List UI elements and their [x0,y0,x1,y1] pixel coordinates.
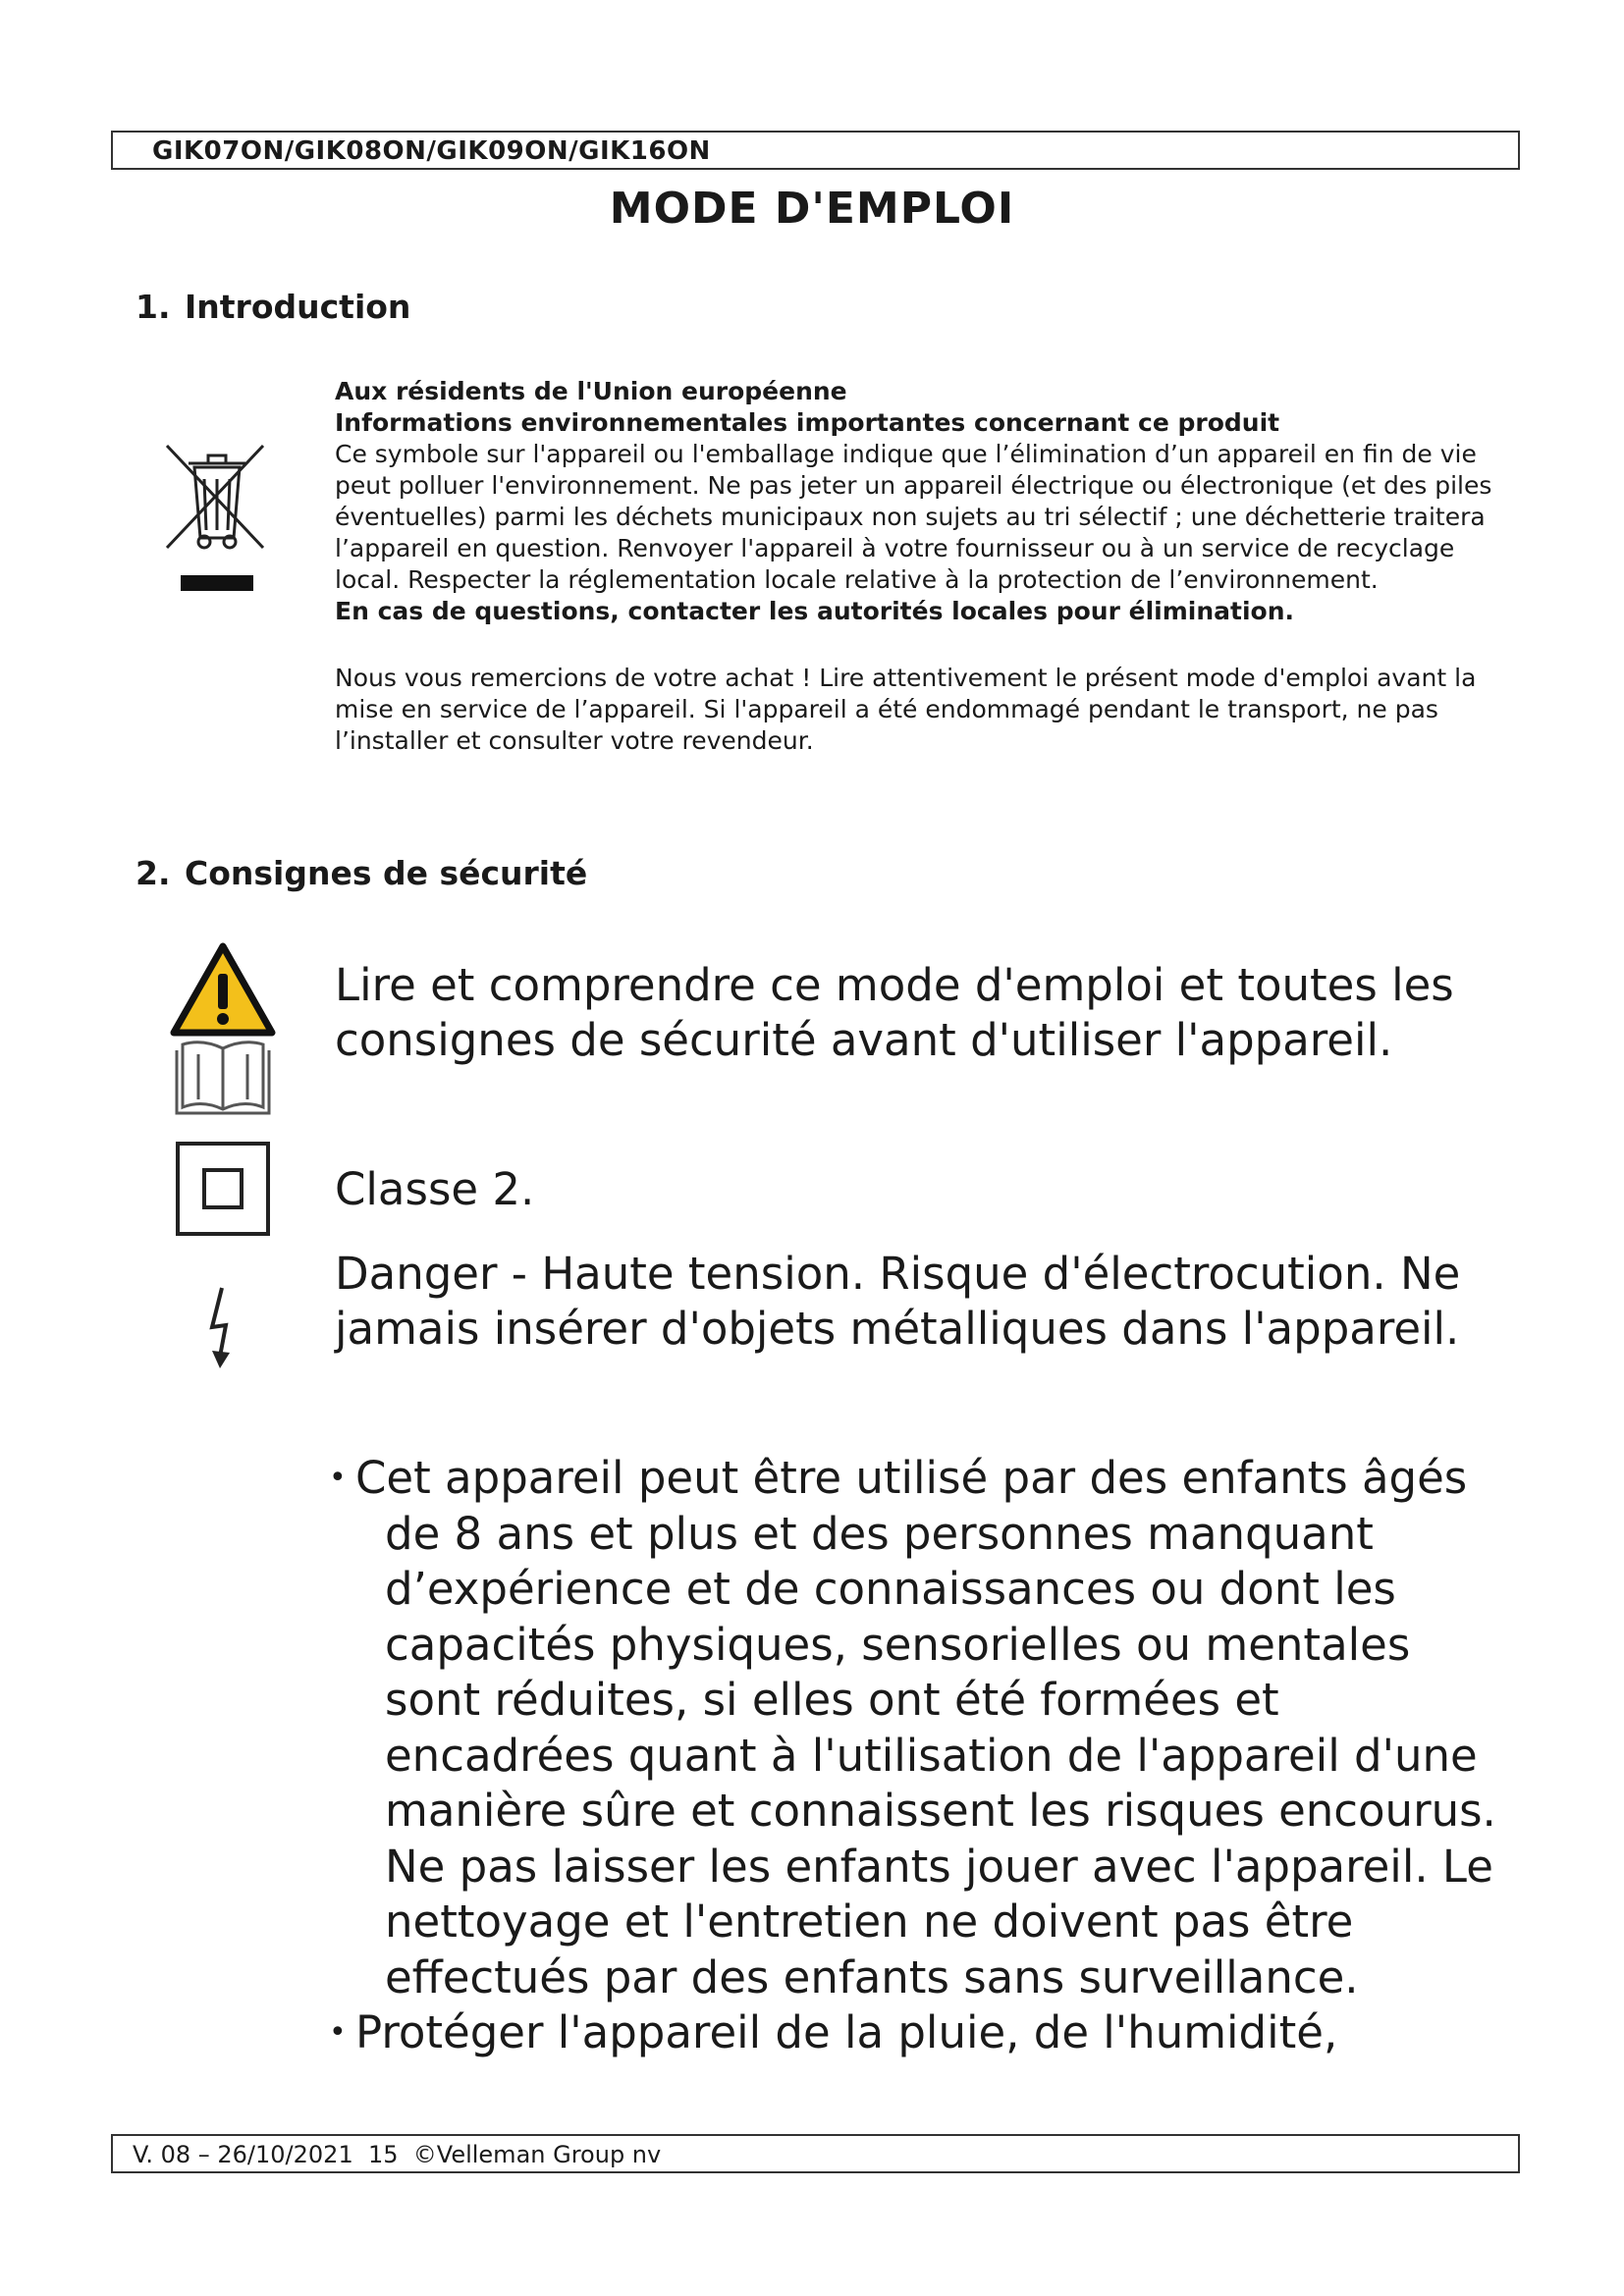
open-book-icon [169,1039,277,1121]
page-header [111,131,1520,170]
section-heading-safety [135,854,587,892]
high-voltage-warning: Danger - Haute tension. Risque d'électrocution. Ne jamais insérer d'objets métalliques dans l'appareil. [335,1248,1461,1355]
eu-subheading: Informations environnementales importantes concernant ce produit [335,408,1280,437]
document-title: MODE D'EMPLOI [609,184,1015,234]
footer-version-text: V. 08 – 26/10/2021 15 ©Velleman Group nv [133,2141,662,2168]
section-number: 1. [135,288,171,326]
safety-bullet-list [329,1451,1507,2061]
bullet-dot: • [329,1461,347,1495]
class-2-label: Classe 2. [335,1163,535,1215]
bullet-text: Cet appareil peut être utilisé par des enfants âgés de 8 ans et plus et des personnes manquant d’expérience et de connaissances ou dont les capacités physiques, sensorielles ou mentales sont réduites, si elles ont été formées et encadrées quant à l'utilisation de l'appareil d'une manière sûre et connaissent les risques encourus. Ne pas laisser les enfants jouer avec l'appareil. Le nettoyage et l'entretien ne doivent pas être effectués par des enfants sans surveillance. [355,1452,1496,2003]
weee-crossed-bin-icon [165,440,269,601]
section-title: Consignes de sécurité [185,854,588,892]
bullet-dot: • [329,2015,347,2050]
section-heading-introduction [135,288,410,326]
eu-contact: En cas de questions, contacter les autorités locales pour élimination. [335,597,1294,625]
read-manual-warning: Lire et comprendre ce mode d'emploi et toutes les consignes de sécurité avant d'utiliser l'appareil. [335,959,1454,1066]
eu-body: Ce symbole sur l'appareil ou l'emballage indique que l’élimination d’un appareil en fin de vie peut polluer l'environnement. Ne pas jeter un appareil électrique ou électronique (et des piles éventuelles) parmi les déchets municipaux non sujets au tri sélectif ; une déchetterie traitera l’appareil en question. Renvoyer l'appareil à votre fournisseur ou à un service de recyclage local. Respecter la réglementation locale relative à la protection de l’environnement. [335,440,1492,594]
warning-triangle-icon [169,940,277,1039]
model-numbers: GIK07ON/GIK08ON/GIK09ON/GIK16ON [152,136,711,166]
class-2-double-square-icon [175,1141,271,1237]
page-footer [111,2134,1520,2173]
intro-text-block [335,376,1493,757]
list-item [329,2005,1507,2061]
high-voltage-bolt-icon [208,1286,242,1370]
list-item [329,1451,1507,2005]
thanks-paragraph: Nous vous remercions de votre achat ! Lire attentivement le présent mode d'emploi avant la mise en service de l’appareil. Si l'appareil a été endommagé pendant le transport, ne pas l’installer et consulter votre revendeur. [335,664,1477,755]
section-title: Introduction [185,288,411,326]
eu-heading: Aux résidents de l'Union européenne [335,377,847,405]
section-number: 2. [135,854,171,892]
bullet-text: Protéger l'appareil de la pluie, de l'humidité, [355,2006,1338,2058]
